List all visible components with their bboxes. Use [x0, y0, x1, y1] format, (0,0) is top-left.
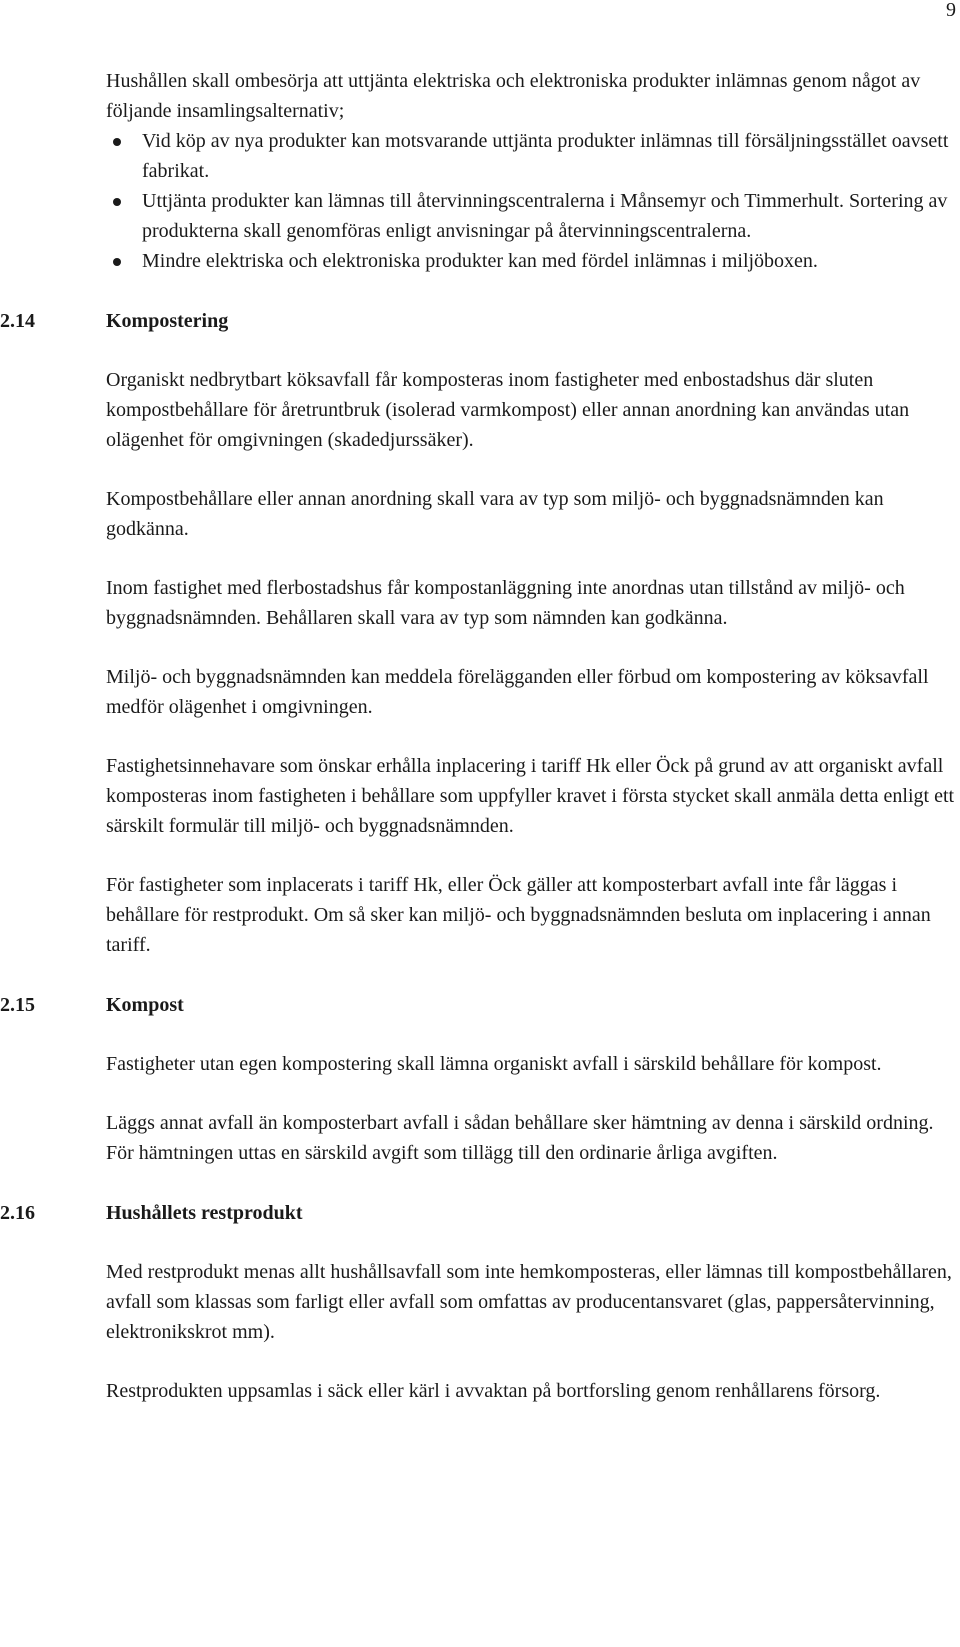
paragraph: Restprodukten uppsamlas i säck eller kärl i avvaktan på bortforsling genom renhållarens försorg.	[106, 1380, 881, 1402]
section-title: Kompost	[106, 994, 184, 1016]
section-title: Kompostering	[106, 310, 229, 332]
document-body	[0, 66, 958, 1406]
paragraph: Miljö- och byggnadsnämnden kan meddela förelägganden eller förbud om kompostering av köksavfall medför olägenhet i omgivningen.	[106, 666, 929, 718]
section-heading-2-15	[0, 990, 958, 1020]
list-item-text: Vid köp av nya produkter kan motsvarande uttjänta produkter inlämnas till försäljningsstället oavsett fabrikat.	[142, 130, 949, 182]
bullet-icon	[113, 258, 121, 266]
paragraph: Inom fastighet med flerbostadshus får kompostanläggning inte anordnas utan tillstånd av miljö- och byggnadsnämnden. Behållaren skall vara av typ som nämnden kan godkänna.	[106, 577, 905, 629]
paragraph: Organiskt nedbrytbart köksavfall får komposteras inom fastigheter med enbostadshus där sluten kompostbehållare för åretruntbruk (isolerad varmkompost) eller annan anordning kan användas utan olägenhet för omgivningen (skadedjurssäker).	[106, 369, 910, 451]
paragraph: Kompostbehållare eller annan anordning skall vara av typ som miljö- och byggnadsnämnden kan godkänna.	[106, 488, 884, 540]
intro-paragraph: Hushållen skall ombesörja att uttjänta elektriska och elektroniska produkter inlämnas genom något av följande insamlingsalternativ;	[106, 70, 921, 122]
list-item	[106, 126, 958, 186]
paragraph: För fastigheter som inplacerats i tariff Hk, eller Öck gäller att komposterbart avfall inte får läggas i behållare för restprodukt. Om så sker kan miljö- och byggnadsnämnden besluta om inplacering i annan tariff.	[106, 874, 931, 956]
section-number: 2.16	[0, 1202, 35, 1224]
bullet-icon	[113, 198, 121, 206]
section-title: Hushållets restprodukt	[106, 1202, 303, 1224]
section-number: 2.14	[0, 310, 35, 332]
paragraph: Med restprodukt menas allt hushållsavfall som inte hemkomposteras, eller lämnas till kompostbehållaren, avfall som klassas som farligt eller avfall som omfattas av producentansvaret (glas, pappersåtervinning, elektronikskrot mm).	[106, 1261, 952, 1343]
list-item-text: Mindre elektriska och elektroniska produkter kan med fördel inlämnas i miljöboxen.	[142, 250, 818, 272]
bullet-list	[106, 126, 958, 276]
page-number: 9	[946, 0, 956, 21]
bullet-icon	[113, 138, 121, 146]
section-heading-2-14	[0, 306, 958, 336]
section-number: 2.15	[0, 994, 35, 1016]
paragraph: Fastighetsinnehavare som önskar erhålla inplacering i tariff Hk eller Öck på grund av att organiskt avfall komposteras inom fastigheten i behållare som uppfyller kravet i första stycket skall anmäla detta enligt ett särskilt formulär till miljö- och byggnadsnämnden.	[106, 755, 955, 837]
list-item	[106, 186, 958, 246]
paragraph: Fastigheter utan egen kompostering skall lämna organiskt avfall i särskild behållare för kompost.	[106, 1053, 882, 1075]
list-item-text: Uttjänta produkter kan lämnas till återvinningscentralerna i Månsemyr och Timmerhult. Sortering av produkterna skall genomföras enligt anvisningar på återvinningscentralerna.	[142, 190, 948, 242]
section-heading-2-16	[0, 1198, 958, 1228]
list-item	[106, 246, 958, 276]
paragraph: Läggs annat avfall än komposterbart avfall i sådan behållare sker hämtning av denna i särskild ordning. För hämtningen uttas en särskild avgift som tillägg till den ordinarie årliga avgiften.	[106, 1112, 934, 1164]
